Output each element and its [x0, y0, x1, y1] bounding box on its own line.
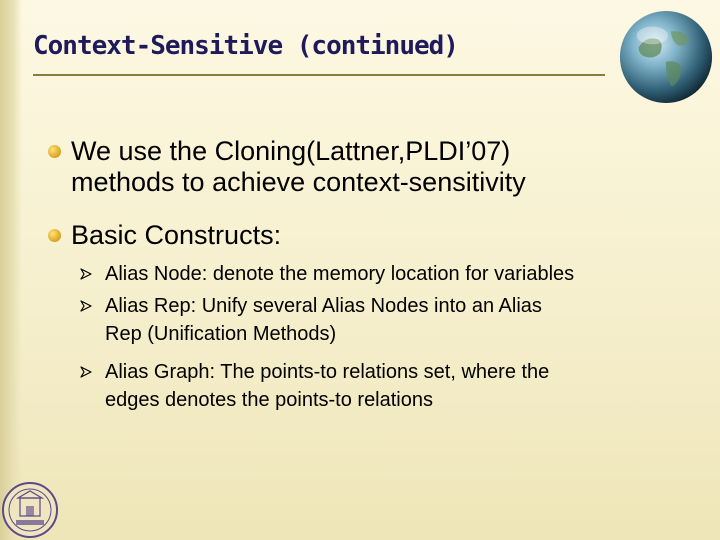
- sub-bullet-line: Alias Graph: The points-to relations set, where the: [105, 361, 550, 383]
- bullet-line: We use the Cloning(Lattner,PLDI’07): [71, 136, 511, 166]
- sub-bullet-line: edges denotes the points-to relations: [105, 389, 433, 411]
- arrow-icon: [80, 300, 92, 312]
- bullet-item-1: [71, 136, 691, 198]
- left-decorative-band: [0, 0, 22, 540]
- bullet-dot-icon: [48, 145, 61, 158]
- sub-bullet-item-2: [105, 292, 685, 348]
- sub-bullet-item-3: [105, 358, 685, 414]
- sub-bullet-line: Alias Rep: Unify several Alias Nodes into an Alias: [105, 295, 542, 317]
- bullet-line: methods to achieve context-sensitivity: [71, 167, 526, 197]
- globe-icon: [617, 8, 715, 106]
- title-underline: [33, 74, 605, 76]
- arrow-icon: [80, 366, 92, 378]
- sub-bullet-line: Rep (Unification Methods): [105, 323, 337, 345]
- arrow-icon: [80, 268, 92, 280]
- bullet-item-2: [71, 220, 691, 251]
- bullet-dot-icon: [48, 229, 61, 242]
- sub-bullet-item-1: [105, 260, 685, 288]
- bullet-line: Basic Constructs:: [71, 220, 282, 250]
- university-seal-icon: [0, 480, 60, 540]
- sub-bullet-line: Alias Node: denote the memory location for variables: [105, 263, 575, 285]
- slide-title: Context-Sensitive (continued): [33, 31, 458, 61]
